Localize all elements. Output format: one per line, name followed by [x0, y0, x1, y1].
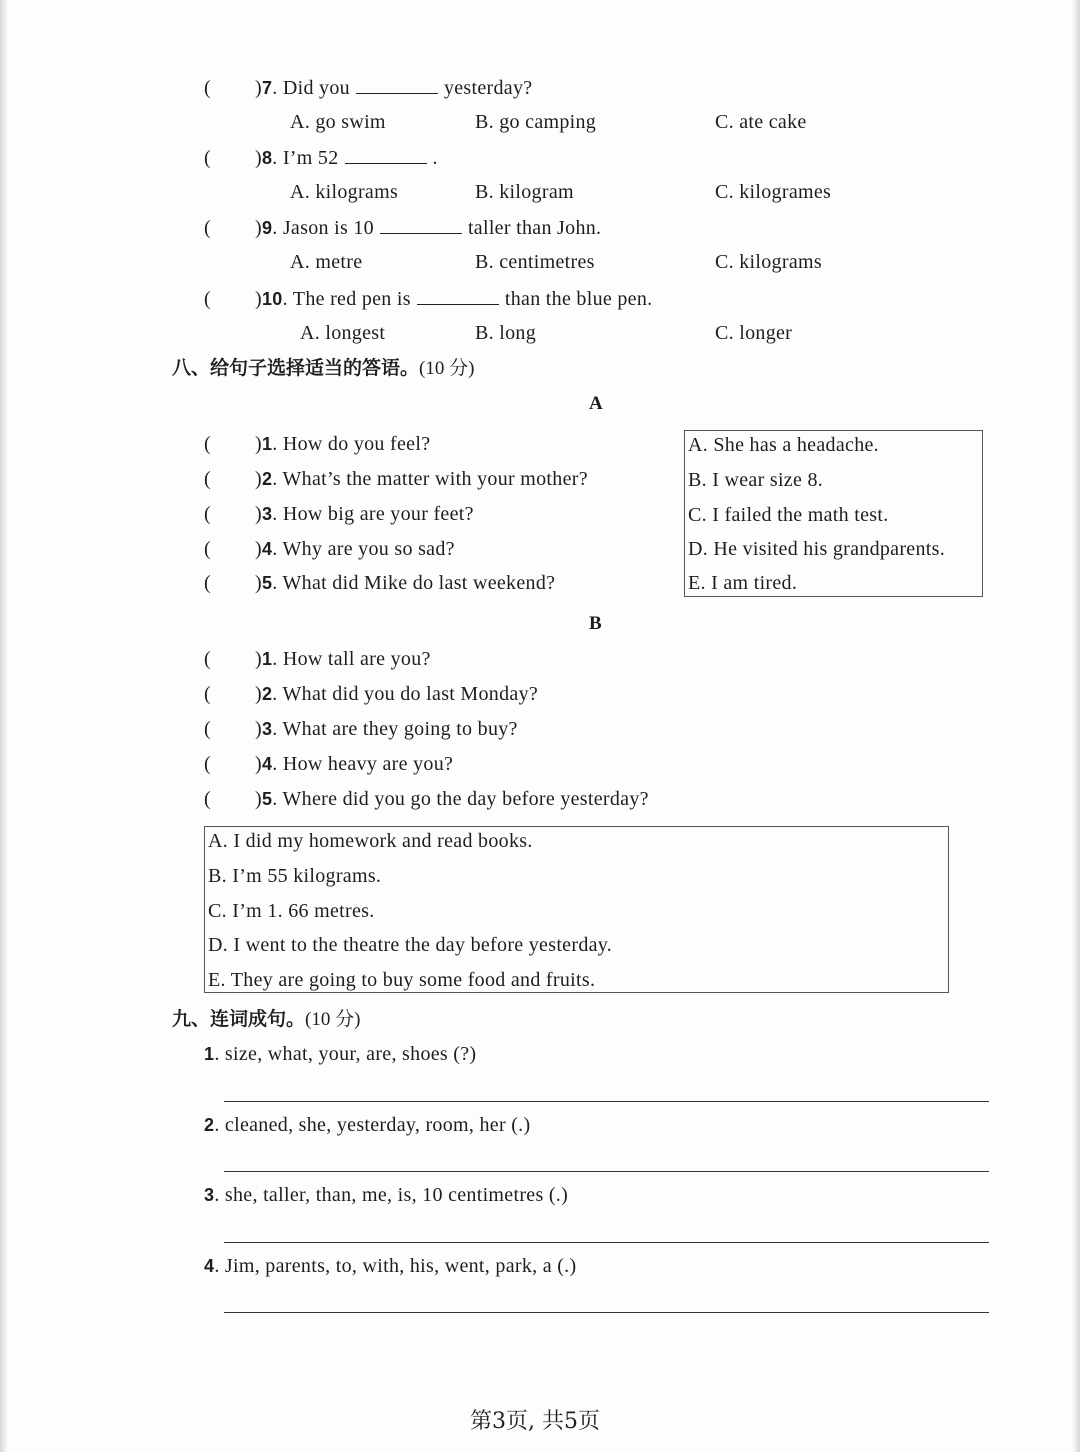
question-text: . What did Mike do last weekend? — [272, 572, 556, 594]
part-a-answer-box — [684, 430, 983, 597]
question-number: 1 — [261, 649, 273, 669]
part-a-question-4 — [204, 537, 455, 561]
question-text: . What are they going to buy? — [272, 718, 518, 740]
part-b-question-3 — [204, 717, 518, 741]
option-c: C. kilogrames — [715, 181, 832, 203]
part-b-answer-box — [204, 826, 949, 993]
answer-paren-open: ( — [204, 503, 211, 525]
ordering-item-3 — [204, 1183, 568, 1207]
page-number-footer: 第3页, 共5页 — [470, 1409, 600, 1434]
answer-option-b: B. I’m 55 kilograms. — [208, 865, 382, 887]
answer-write-line-1[interactable] — [224, 1101, 989, 1102]
part-b-question-1 — [204, 647, 431, 671]
section-score: (10 分) — [419, 358, 475, 379]
fill-blank[interactable] — [380, 215, 462, 234]
item-number: 1 — [204, 1044, 215, 1064]
item-words: . size, what, your, are, shoes (?) — [214, 1043, 477, 1065]
ordering-item-2 — [204, 1113, 530, 1137]
answer-write-line-3[interactable] — [224, 1242, 989, 1243]
answer-paren-open: ( — [204, 718, 211, 740]
question-8 — [204, 145, 438, 170]
answer-paren-open: ( — [204, 538, 211, 560]
option-a: A. longest — [300, 322, 386, 344]
answer-paren-open: ( — [204, 753, 211, 775]
answer-write-line-4[interactable] — [224, 1312, 989, 1313]
part-b-label: B — [589, 613, 602, 634]
part-a-question-3 — [204, 502, 474, 526]
question-number: 3 — [261, 504, 273, 524]
ordering-item-4 — [204, 1254, 576, 1278]
question-text: . How big are your feet? — [272, 503, 474, 525]
answer-paren-close: ) — [254, 503, 262, 525]
answer-paren-open: ( — [204, 648, 211, 670]
question-stem-end: . — [432, 147, 438, 169]
question-number: 2 — [261, 684, 273, 704]
question-text: . How heavy are you? — [272, 753, 454, 775]
fill-blank[interactable] — [356, 75, 438, 94]
question-text: . How tall are you? — [272, 648, 431, 670]
option-b: B. go camping — [475, 111, 597, 133]
question-stem-end: than the blue pen. — [504, 288, 653, 310]
question-text: . What’s the matter with your mother? — [272, 468, 588, 490]
part-a-label: A — [589, 393, 603, 414]
question-text: . What did you do last Monday? — [272, 683, 539, 705]
part-a-question-1 — [204, 432, 430, 456]
answer-paren-open: ( — [204, 217, 211, 239]
question-10 — [204, 286, 652, 311]
item-number: 3 — [204, 1185, 215, 1205]
answer-paren-open: ( — [204, 147, 211, 169]
answer-paren-open: ( — [204, 468, 211, 490]
answer-paren-open: ( — [204, 683, 211, 705]
question-text: . Where did you go the day before yesterday? — [272, 788, 649, 810]
answer-option-a: A. I did my homework and read books. — [208, 830, 533, 852]
question-text: . How do you feel? — [272, 433, 431, 455]
question-stem: . I’m 52 — [272, 147, 339, 169]
answer-paren-open: ( — [204, 788, 211, 810]
page-edge-right — [1072, 0, 1080, 1452]
answer-paren-close: ) — [254, 468, 262, 490]
answer-write-line-2[interactable] — [224, 1171, 989, 1172]
option-c: C. longer — [715, 322, 793, 344]
item-words: . cleaned, she, yesterday, room, her (.) — [214, 1114, 531, 1136]
question-stem-end: yesterday? — [443, 77, 533, 99]
page-edge-left — [0, 0, 8, 1452]
part-b-question-2 — [204, 682, 538, 706]
answer-option-a: A. She has a headache. — [688, 434, 879, 456]
answer-option-e: E. They are going to buy some food and fruits. — [208, 969, 596, 991]
section-score: (10 分) — [305, 1009, 361, 1030]
option-b: B. long — [475, 322, 536, 344]
question-number: 7 — [261, 78, 273, 98]
question-number: 5 — [261, 573, 273, 593]
option-a: A. kilograms — [290, 181, 399, 203]
fill-blank[interactable] — [345, 145, 427, 164]
option-b: B. kilogram — [475, 181, 574, 203]
answer-paren-open: ( — [204, 288, 211, 310]
question-9 — [204, 215, 601, 240]
section-9-heading — [172, 1007, 360, 1032]
answer-option-e: E. I am tired. — [688, 572, 798, 594]
option-a: A. go swim — [290, 111, 386, 133]
part-b-question-5 — [204, 787, 649, 811]
answer-option-c: C. I failed the math test. — [688, 504, 889, 526]
answer-paren-open: ( — [204, 77, 211, 99]
answer-paren-close: ) — [254, 538, 262, 560]
answer-paren-close: ) — [254, 288, 262, 310]
answer-option-d: D. He visited his grandparents. — [688, 538, 946, 560]
answer-paren-close: ) — [254, 683, 262, 705]
question-number: 1 — [261, 434, 273, 454]
question-text: . Why are you so sad? — [272, 538, 455, 560]
question-number: 2 — [261, 469, 273, 489]
answer-paren-close: ) — [254, 572, 262, 594]
part-b-question-4 — [204, 752, 453, 776]
question-7 — [204, 75, 532, 100]
answer-option-c: C. I’m 1. 66 metres. — [208, 900, 375, 922]
question-number: 4 — [261, 539, 273, 559]
answer-paren-close: ) — [254, 718, 262, 740]
answer-paren-close: ) — [254, 753, 262, 775]
question-number: 10 — [261, 289, 283, 309]
question-number: 5 — [261, 789, 273, 809]
item-number: 2 — [204, 1115, 215, 1135]
question-number: 9 — [261, 218, 273, 238]
item-words: . she, taller, than, me, is, 10 centimetres (.) — [214, 1184, 569, 1206]
item-words: . Jim, parents, to, with, his, went, park, a (.) — [214, 1255, 577, 1277]
question-number: 3 — [261, 719, 273, 739]
part-a-question-2 — [204, 467, 588, 491]
question-stem-end: taller than John. — [467, 217, 602, 239]
option-c: C. ate cake — [715, 111, 807, 133]
option-a: A. metre — [290, 251, 363, 273]
answer-option-d: D. I went to the theatre the day before yesterday. — [208, 934, 613, 956]
part-a-question-5 — [204, 571, 555, 595]
question-stem: . The red pen is — [282, 288, 411, 310]
answer-paren-close: ) — [254, 788, 262, 810]
option-b: B. centimetres — [475, 251, 595, 273]
question-stem: . Jason is 10 — [272, 217, 374, 239]
answer-paren-open: ( — [204, 572, 211, 594]
question-number: 4 — [261, 754, 273, 774]
answer-paren-open: ( — [204, 433, 211, 455]
section-title: 八、给句子选择适当的答语。 — [172, 357, 420, 379]
answer-paren-close: ) — [254, 147, 262, 169]
fill-blank[interactable] — [417, 286, 499, 305]
section-title: 九、连词成句。 — [172, 1008, 306, 1030]
answer-option-b: B. I wear size 8. — [688, 469, 824, 491]
question-number: 8 — [261, 148, 273, 168]
ordering-item-1 — [204, 1042, 476, 1066]
answer-paren-close: ) — [254, 77, 262, 99]
section-8-heading — [172, 356, 474, 381]
option-c: C. kilograms — [715, 251, 822, 273]
item-number: 4 — [204, 1256, 215, 1276]
answer-paren-close: ) — [254, 433, 262, 455]
answer-paren-close: ) — [254, 648, 262, 670]
question-stem: . Did you — [272, 77, 350, 99]
answer-paren-close: ) — [254, 217, 262, 239]
